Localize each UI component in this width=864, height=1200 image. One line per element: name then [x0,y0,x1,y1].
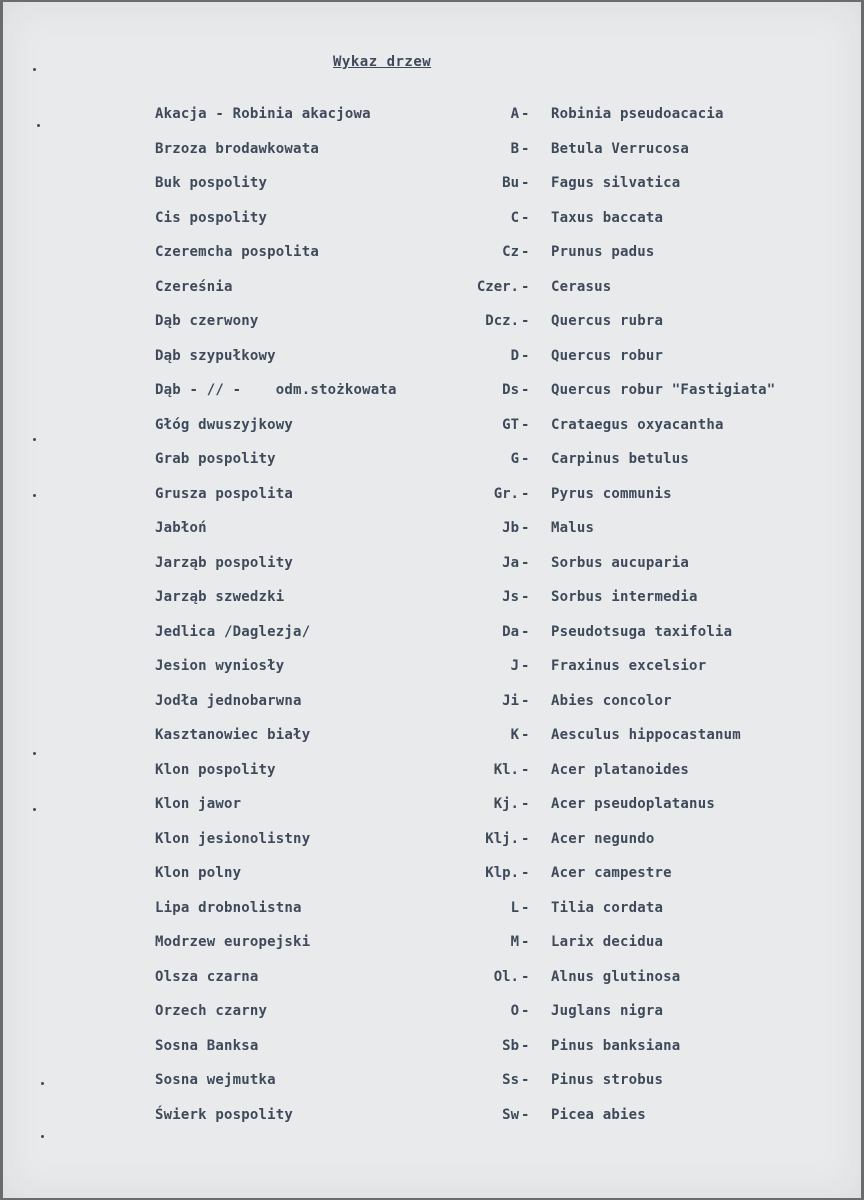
latin-name: Crataegus oxyacantha [551,417,724,433]
latin-name: Pinus strobus [551,1072,664,1088]
separator-dash: - [521,279,530,295]
list-item [3,210,861,240]
abbreviation: Czer. [476,279,519,295]
abbreviation: Jb [502,520,519,536]
separator-dash: - [521,210,530,226]
latin-name: Larix decidua [551,934,664,950]
polish-name: Klon jesionolistny [155,831,311,847]
abbreviation: Klj. [485,831,519,847]
abbreviation: Ji [502,693,519,709]
latin-name: Pyrus communis [551,486,672,502]
polish-name: Świerk pospolity [155,1107,294,1123]
abbreviation: D [510,348,519,364]
separator-dash: - [521,451,530,467]
abbreviation: Gr. [493,486,519,502]
separator-dash: - [521,589,530,605]
latin-name: Quercus robur [551,348,664,364]
abbreviation: J [510,658,519,674]
latin-name: Acer platanoides [551,762,690,778]
latin-name: Acer pseudoplatanus [551,796,715,812]
polish-name: Kasztanowiec biały [155,727,311,743]
latin-name: Abies concolor [551,693,672,709]
latin-name: Pinus banksiana [551,1038,681,1054]
latin-name: Tilia cordata [551,900,664,916]
list-item [3,279,861,309]
latin-name: Sorbus aucuparia [551,555,690,571]
separator-dash: - [521,141,530,157]
polish-name: Grab pospolity [155,451,276,467]
list-item [3,900,861,930]
list-item [3,1107,861,1137]
list-item [3,865,861,895]
separator-dash: - [521,934,530,950]
list-item [3,417,861,447]
polish-name: Jarząb szwedzki [155,589,285,605]
separator-dash: - [521,106,530,122]
polish-name: Brzoza brodawkowata [155,141,319,157]
latin-name: Malus [551,520,595,536]
abbreviation: O [510,1003,519,1019]
latin-name: Prunus padus [551,244,655,260]
separator-dash: - [521,658,530,674]
separator-dash: - [521,486,530,502]
latin-name: Pseudotsuga taxifolia [551,624,733,640]
document-page [3,2,861,1198]
latin-name: Sorbus intermedia [551,589,698,605]
margin-mark [33,808,36,811]
polish-name: Czeremcha pospolita [155,244,319,260]
polish-name: Akacja - Robinia akacjowa [155,106,371,122]
separator-dash: - [521,796,530,812]
polish-name: Jodła jednobarwna [155,693,302,709]
latin-name: Acer campestre [551,865,672,881]
abbreviation: M [510,934,519,950]
separator-dash: - [521,969,530,985]
list-item [3,1003,861,1033]
abbreviation: A [510,106,519,122]
polish-name: Klon polny [155,865,242,881]
abbreviation: Kl. [493,762,519,778]
abbreviation: GT [502,417,519,433]
abbreviation: Ol. [493,969,519,985]
polish-name: Cis pospolity [155,210,268,226]
polish-name: Sosna Banksa [155,1038,259,1054]
polish-name: Olsza czarna [155,969,259,985]
list-item [3,520,861,550]
latin-name: Aesculus hippocastanum [551,727,741,743]
separator-dash: - [521,1038,530,1054]
margin-mark [41,1135,44,1138]
polish-name: Orzech czarny [155,1003,268,1019]
document-title: Wykaz drzew [333,54,432,70]
list-item [3,727,861,757]
abbreviation: G [510,451,519,467]
list-item [3,934,861,964]
list-item [3,313,861,343]
margin-mark [33,438,36,441]
separator-dash: - [521,693,530,709]
separator-dash: - [521,313,530,329]
separator-dash: - [521,1003,530,1019]
polish-name: Dąb czerwony [155,313,259,329]
latin-name: Juglans nigra [551,1003,664,1019]
latin-name: Fagus silvatica [551,175,681,191]
polish-name: Jarząb pospolity [155,555,294,571]
latin-name: Betula Verrucosa [551,141,690,157]
polish-name: Grusza pospolita [155,486,294,502]
latin-name: Quercus rubra [551,313,664,329]
polish-name: Buk pospolity [155,175,268,191]
list-item [3,624,861,654]
abbreviation: Da [502,624,519,640]
separator-dash: - [521,348,530,364]
margin-mark [37,124,40,127]
list-item [3,693,861,723]
abbreviation: Klp. [485,865,519,881]
polish-name: Jabłoń [155,520,207,536]
list-item [3,1072,861,1102]
list-item [3,831,861,861]
polish-name: Jesion wyniosły [155,658,285,674]
polish-name: Czereśnia [155,279,233,295]
separator-dash: - [521,417,530,433]
list-item [3,1038,861,1068]
list-item [3,796,861,826]
margin-mark [33,494,36,497]
abbreviation: B [510,141,519,157]
list-item [3,451,861,481]
margin-mark [33,752,36,755]
abbreviation: Ja [502,555,519,571]
separator-dash: - [521,1107,530,1123]
separator-dash: - [521,865,530,881]
list-item [3,244,861,274]
latin-name: Quercus robur "Fastigiata" [551,382,776,398]
abbreviation: L [510,900,519,916]
abbreviation: K [510,727,519,743]
polish-name: Klon pospolity [155,762,276,778]
separator-dash: - [521,382,530,398]
polish-name: Modrzew europejski [155,934,311,950]
polish-name: Sosna wejmutka [155,1072,276,1088]
polish-name: Jedlica /Daglezja/ [155,624,311,640]
list-item [3,348,861,378]
list-item [3,762,861,792]
separator-dash: - [521,1072,530,1088]
latin-name: Fraxinus excelsior [551,658,707,674]
separator-dash: - [521,762,530,778]
list-item [3,658,861,688]
list-item [3,969,861,999]
latin-name: Carpinus betulus [551,451,690,467]
separator-dash: - [521,831,530,847]
margin-mark [41,1082,44,1085]
margin-mark [33,68,36,71]
polish-name: Klon jawor [155,796,242,812]
latin-name: Robinia pseudoacacia [551,106,724,122]
separator-dash: - [521,727,530,743]
polish-name: Lipa drobnolistna [155,900,302,916]
separator-dash: - [521,555,530,571]
abbreviation: Dcz. [485,313,519,329]
polish-name: Dąb szypułkowy [155,348,276,364]
abbreviation: Js [502,589,519,605]
polish-name: Dąb - // - odm.stożkowata [155,382,397,398]
separator-dash: - [521,244,530,260]
abbreviation: Sb [502,1038,519,1054]
separator-dash: - [521,520,530,536]
polish-name: Głóg dwuszyjkowy [155,417,294,433]
separator-dash: - [521,900,530,916]
abbreviation: Cz [502,244,519,260]
abbreviation: Ss [502,1072,519,1088]
abbreviation: C [510,210,519,226]
list-item [3,382,861,412]
separator-dash: - [521,624,530,640]
separator-dash: - [521,175,530,191]
list-item [3,589,861,619]
abbreviation: Sw [502,1107,519,1123]
latin-name: Alnus glutinosa [551,969,681,985]
latin-name: Cerasus [551,279,612,295]
latin-name: Picea abies [551,1107,646,1123]
list-item [3,555,861,585]
list-item [3,141,861,171]
abbreviation: Ds [502,382,519,398]
list-item [3,175,861,205]
abbreviation: Kj. [493,796,519,812]
list-item [3,106,861,136]
list-item [3,486,861,516]
latin-name: Taxus baccata [551,210,664,226]
abbreviation: Bu [502,175,519,191]
latin-name: Acer negundo [551,831,655,847]
